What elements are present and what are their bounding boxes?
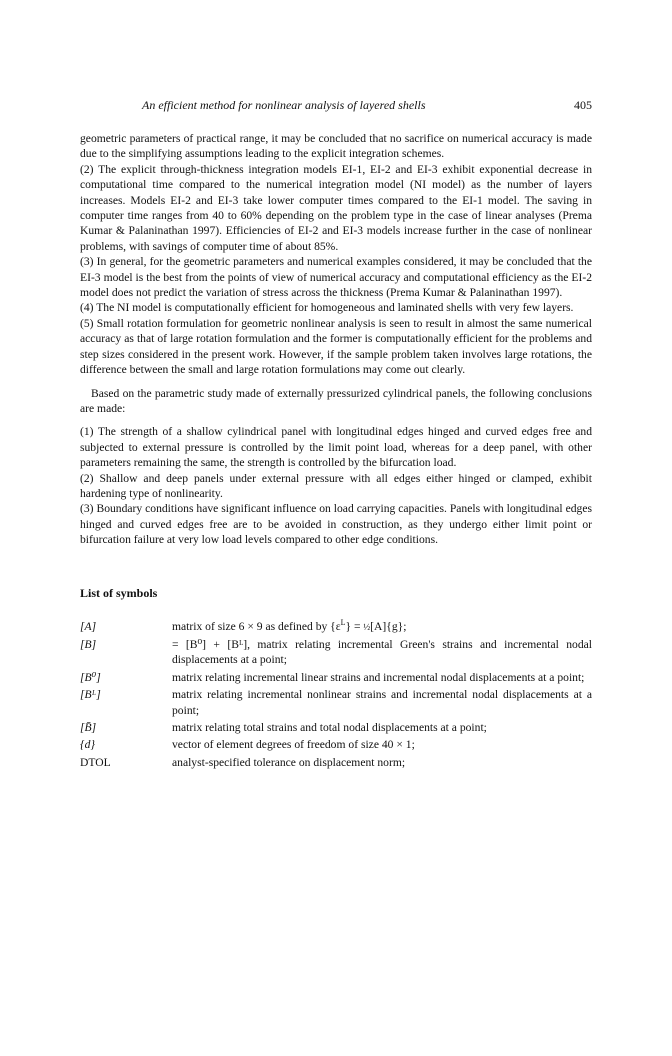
symbol: [B̄] [80,721,97,734]
paragraph: (4) The NI model is computationally efficient for homogeneous and laminated shells with very few layers. [80,301,574,315]
symbol-definition: = [B⁰] + [Bᴸ], matrix relating incremental Green's strains and incremental nodal displacements at a point; [172,637,592,667]
symbol-row [80,619,592,637]
symbol-definition: analyst-specified tolerance on displacement norm; [172,755,406,769]
symbol: [B] [80,637,97,651]
symbol: {d} [80,738,96,752]
symbol-row [80,670,592,687]
symbol-row [80,687,592,720]
symbol-definition: vector of element degrees of freedom of size 40 × 1; [172,738,415,752]
intro-paragraph: Based on the parametric study made of externally pressurized cylindrical panels, the following conclusions are made: [80,386,592,415]
body-text [80,131,592,548]
symbol: [Bᴸ] [80,688,101,702]
paragraph: (2) The explicit through-thickness integration models EI-1, EI-2 and EI-3 exhibit exponential decrease in computational time compared to the numerical integration model (NI model) as the number of layers increases. Models EI-2 and EI-3 take lower computer times compared to the EI-1 model. The saving in computer time ranges from 40 to 60% depending on the problem type in the case of linear analyses (Prema Kumar & Palaninathan 1997). Efficiencies of EI-2 and EI-3 models increase further in the case of nonlinear problems, with savings of computer time of about 85%. [80,162,592,253]
symbols-list [80,619,592,773]
paragraph: (3) In general, for the geometric parameters and numerical examples considered, it may be concluded that the EI-3 model is the best from the points of view of numerical accuracy and computational efficiency as the EI-2 model does not predict the variation of stress across the thickness (Prema Kumar & Palaninathan 1997). [80,255,592,300]
symbol-definition: matrix relating total strains and total nodal displacements at a point; [172,721,487,734]
conclusion-item: (2) Shallow and deep panels under external pressure with all edges either hinged or clamped, exhibit hardening type of nonlinearity. [80,471,592,500]
symbol-row [80,737,592,754]
symbol: [A] [80,619,97,633]
conclusion-item: (1) The strength of a shallow cylindrical panel with longitudinal edges hinged and curved edges free and subjected to external pressure is controlled by the limit point load, whereas for a deep panel, with other parameters remaining the same, the strength is controlled by the bifurcation load. [80,425,592,470]
symbol: [B⁰] [80,670,101,684]
section-heading: List of symbols [80,585,158,600]
symbol: DTOL [80,755,111,769]
symbol-definition: matrix relating incremental nonlinear strains and incremental nodal displacements at a point; [172,688,592,717]
symbol-row [80,755,592,772]
page [80,98,592,772]
symbol-definition: matrix of size 6 × 9 as defined by $\{\varepsilon^L\}$ = ½[A]{g}; [172,617,407,633]
running-title: An efficient method for nonlinear analysis of layered shells [142,98,426,112]
paragraph: geometric parameters of practical range, it may be concluded that no sacrifice on numerical accuracy is made due to the simplifying assumptions leading to the explicit integration schemes. [80,132,592,161]
conclusion-item: (3) Boundary conditions have significant influence on load carrying capacities. Panels with longitudinal edges hinged and curved edges free are to be avoided in construction, as they undergo either limit point or bifurcation failure at very low load levels compared to other edge conditions. [80,502,592,547]
symbol-row [80,720,592,737]
running-header [80,98,592,118]
page-number: 405 [574,98,592,112]
paragraph: (5) Small rotation formulation for geometric nonlinear analysis is seen to result in almost the same numerical accuracy as that of large rotation formulation and the former is computationally efficient for the problems and step sizes considered in the present work. However, if the sample problem taken involves large rotations, the difference between the small and large rotation formulations may come out clearly. [80,316,592,377]
symbol-definition: matrix relating incremental linear strains and incremental nodal displacements at a point; [172,670,585,684]
symbol-row [80,637,592,670]
